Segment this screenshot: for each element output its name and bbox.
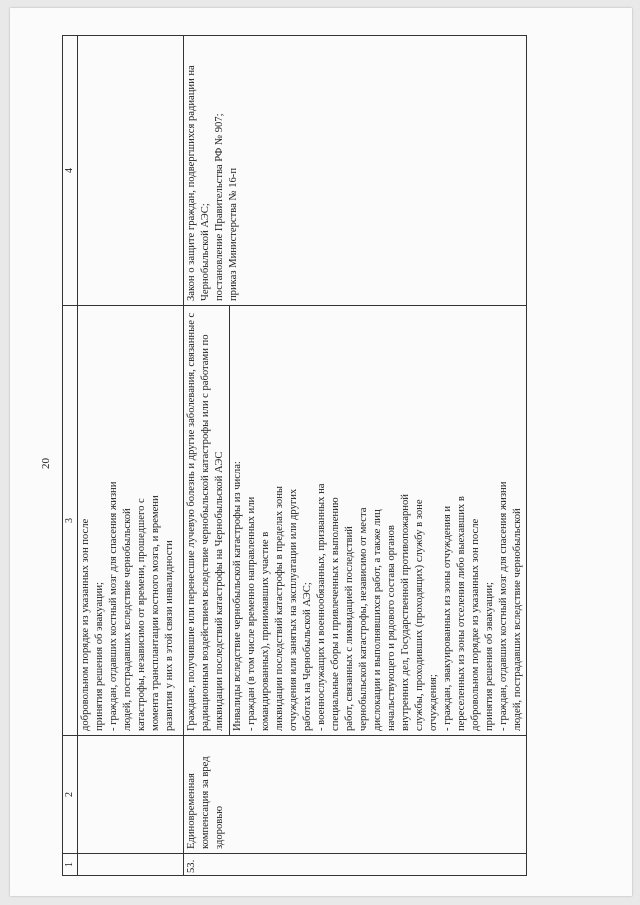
continuation-num-cell xyxy=(78,854,184,876)
legal-basis-line: приказ Министерства № 16-п xyxy=(228,167,239,301)
text-line: работах на Чернобыльской АЭС; xyxy=(302,582,313,731)
text-line: службы, проходивших (проходящих) службу в зоне xyxy=(414,499,425,731)
row-53 xyxy=(184,36,527,876)
continuation-row xyxy=(78,36,184,876)
text-line: отчуждения или занятых на эксплуатации или других xyxy=(288,488,299,731)
row-53-legal-basis-cell xyxy=(184,36,527,306)
text-line: Инвалиды вследствие чернобыльской катастрофы из числа: xyxy=(232,461,243,731)
table-header-row xyxy=(63,36,78,876)
text-line: отчуждения; xyxy=(428,674,439,731)
text-line: - военнослужащих и военнообязанных, призванных на xyxy=(316,483,327,731)
continuation-basis-cell xyxy=(78,36,184,306)
text-line: начальствующего и рядового состава органов xyxy=(386,525,397,731)
rotated-table-area xyxy=(62,36,602,876)
text-line: дислокации и выполнявшихся работ, а также лиц xyxy=(372,509,383,731)
text-line: добровольном порядке из указанных зон после xyxy=(80,518,91,731)
text-line: принятия решения об эвакуации; xyxy=(94,582,105,731)
row-53-number: 53. xyxy=(184,854,527,876)
page-number: 20 xyxy=(40,458,52,469)
text-line: переселенных из зоны отселения либо выехавших в xyxy=(456,496,467,731)
text-line: добровольном порядке из указанных зон после xyxy=(470,518,481,731)
text-line: - граждан, отдавших костный мозг для спасения жизни xyxy=(498,481,509,731)
text-line: ликвидации последствий катастрофы в пределах зоны xyxy=(274,486,285,731)
text-line: внутренних дел, Государственной противопожарной xyxy=(400,494,411,731)
legal-basis-line: постановление Правительства РФ № 907; xyxy=(214,113,225,301)
header-col-4: 4 xyxy=(63,36,78,306)
text-line: специальные сборы и привлеченных к выполнению xyxy=(330,497,341,731)
legal-basis-line: Закон о защите граждан, подвергшихся радиации на Чернобыльской АЭС; xyxy=(186,65,211,301)
text-line: - граждан, отдавших костный мозг для спасения жизни xyxy=(108,481,119,731)
text-line: людей, пострадавших вследствие чернобыльской xyxy=(512,508,523,731)
continuation-name-cell xyxy=(78,736,184,854)
text-line: - граждан, эвакуированных из зоны отчуждения и xyxy=(442,505,453,731)
text-line: чернобыльской катастрофы, независимо от места xyxy=(358,507,369,731)
text-line: развития у них в этой связи инвалидности xyxy=(164,540,175,731)
header-col-3: 3 xyxy=(63,306,78,736)
text-line: людей, пострадавших вследствие чернобыльской xyxy=(122,508,133,731)
continuation-recipients-cell xyxy=(78,306,184,736)
text-line: командированных), принимавших участие в xyxy=(260,531,271,731)
row-53-recipients-cell xyxy=(184,306,527,736)
document-page xyxy=(10,8,632,896)
text-line: момента трансплантации костного мозга, и времени xyxy=(150,495,161,731)
recipients-block-1: Граждане, получившие или перенесшие лучевую болезнь и другие заболевания, связанные с радиационным воздействием вследствие чернобыльской катастрофы или с работами по ликвидации последствий катастрофы на Чернобыльской АЭС xyxy=(186,312,225,731)
benefits-table xyxy=(62,35,527,876)
header-col-2: 2 xyxy=(63,736,78,854)
row-53-benefit-name: Единовременная компенсация за вред здоровью xyxy=(184,736,527,854)
text-line: - граждан (в том числе временно направленных или xyxy=(246,496,257,731)
text-line: принятия решения об эвакуации; xyxy=(484,582,495,731)
text-line: работ, связанных с ликвидацией последствий xyxy=(344,526,355,731)
continuation-text xyxy=(79,310,177,731)
recipients-block-2 xyxy=(229,306,525,735)
header-col-1: 1 xyxy=(63,854,78,876)
text-line: катастрофы, независимо от времени, прошедшего с xyxy=(136,498,147,731)
